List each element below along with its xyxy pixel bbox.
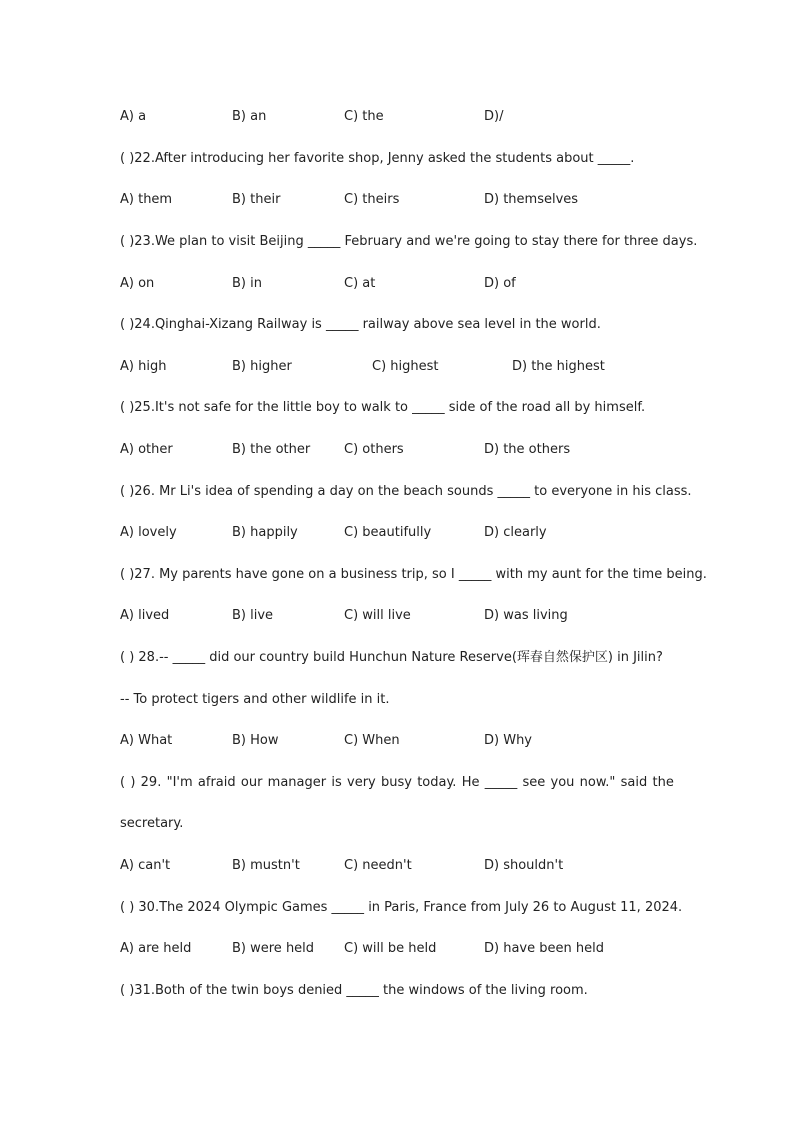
question-28: ( ) 28.-- _____ did our country build Hunchun Nature Reserve(珲春自然保护区) in Jilin?: [120, 650, 663, 665]
question-25: ( )25.It's not safe for the little boy to walk to _____ side of the road all by himself.: [120, 400, 646, 415]
q29-word: ): [130, 775, 136, 790]
question-22: ( )22.After introducing her favorite shop, Jenny asked the students about _____.: [120, 151, 635, 166]
option-d: D) the others: [484, 442, 571, 457]
question-26: ( )26. Mr Li's idea of spending a day on the beach sounds _____ to everyone in his class.: [120, 484, 692, 499]
question-29: [120, 774, 674, 792]
option-a: A) a: [120, 109, 147, 124]
question-28-answer-line: -- To protect tigers and other wildlife in it.: [120, 692, 390, 707]
q29-word: the: [652, 775, 674, 790]
q29-word: see: [522, 775, 546, 790]
option-c: C) needn't: [344, 858, 412, 873]
option-b: B) in: [232, 276, 262, 291]
q29-word: is: [331, 775, 342, 790]
option-a: A) other: [120, 442, 173, 457]
option-c: C) others: [344, 442, 404, 457]
q29-word: now.": [579, 775, 616, 790]
option-a: A) are held: [120, 941, 192, 956]
option-a: A) high: [120, 359, 167, 374]
option-c: C) will be held: [344, 941, 437, 956]
q29-word: said: [620, 775, 648, 790]
q29-word: very: [347, 775, 376, 790]
option-a: A) can't: [120, 858, 171, 873]
option-d: D) Why: [484, 733, 533, 748]
option-c: C) the: [344, 109, 384, 124]
q29-word: He: [461, 775, 480, 790]
option-c: C) highest: [372, 359, 439, 374]
option-d: D) have been held: [484, 941, 604, 956]
option-b: B) the other: [232, 442, 311, 457]
option-a: A) them: [120, 192, 173, 207]
option-c: C) beautifully: [344, 525, 432, 540]
option-c: C) theirs: [344, 192, 400, 207]
q29-word: (: [120, 775, 126, 790]
option-b: B) live: [232, 608, 274, 623]
option-c: C) will live: [344, 608, 411, 623]
option-b: B) higher: [232, 359, 292, 374]
option-a: A) What: [120, 733, 173, 748]
option-a: A) on: [120, 276, 155, 291]
question-23: ( )23.We plan to visit Beijing _____ February and we're going to stay there for three days.: [120, 234, 698, 249]
option-d: D) was living: [484, 608, 568, 623]
q29-word: afraid: [197, 775, 236, 790]
q29-word: you: [550, 775, 575, 790]
option-c: C) at: [344, 276, 376, 291]
q29-word: today.: [417, 775, 457, 790]
q29-word: manager: [267, 775, 327, 790]
q29-word: "I'm: [166, 775, 193, 790]
question-24: ( )24.Qinghai-Xizang Railway is _____ railway above sea level in the world.: [120, 317, 601, 332]
option-d: D) themselves: [484, 192, 579, 207]
option-d: D)/: [484, 109, 504, 124]
option-b: B) happily: [232, 525, 298, 540]
question-27: ( )27. My parents have gone on a business trip, so I _____ with my aunt for the time being.: [120, 567, 707, 582]
option-a: A) lovely: [120, 525, 177, 540]
question-31: ( )31.Both of the twin boys denied _____ the windows of the living room.: [120, 983, 588, 998]
q29-word: our: [240, 775, 263, 790]
q29-word: 29.: [140, 775, 162, 790]
option-b: B) their: [232, 192, 281, 207]
option-d: D) shouldn't: [484, 858, 564, 873]
option-b: B) How: [232, 733, 279, 748]
option-c: C) When: [344, 733, 400, 748]
question-29-continuation: secretary.: [120, 816, 184, 831]
q29-word: busy: [380, 775, 412, 790]
option-d: D) of: [484, 276, 516, 291]
option-b: B) were held: [232, 941, 315, 956]
option-b: B) mustn't: [232, 858, 300, 873]
option-b: B) an: [232, 109, 267, 124]
option-a: A) lived: [120, 608, 170, 623]
q29-blank: _____: [484, 775, 518, 790]
option-d: D) clearly: [484, 525, 547, 540]
question-30: ( ) 30.The 2024 Olympic Games _____ in Paris, France from July 26 to August 11, 2024.: [120, 900, 683, 915]
option-d: D) the highest: [512, 359, 605, 374]
